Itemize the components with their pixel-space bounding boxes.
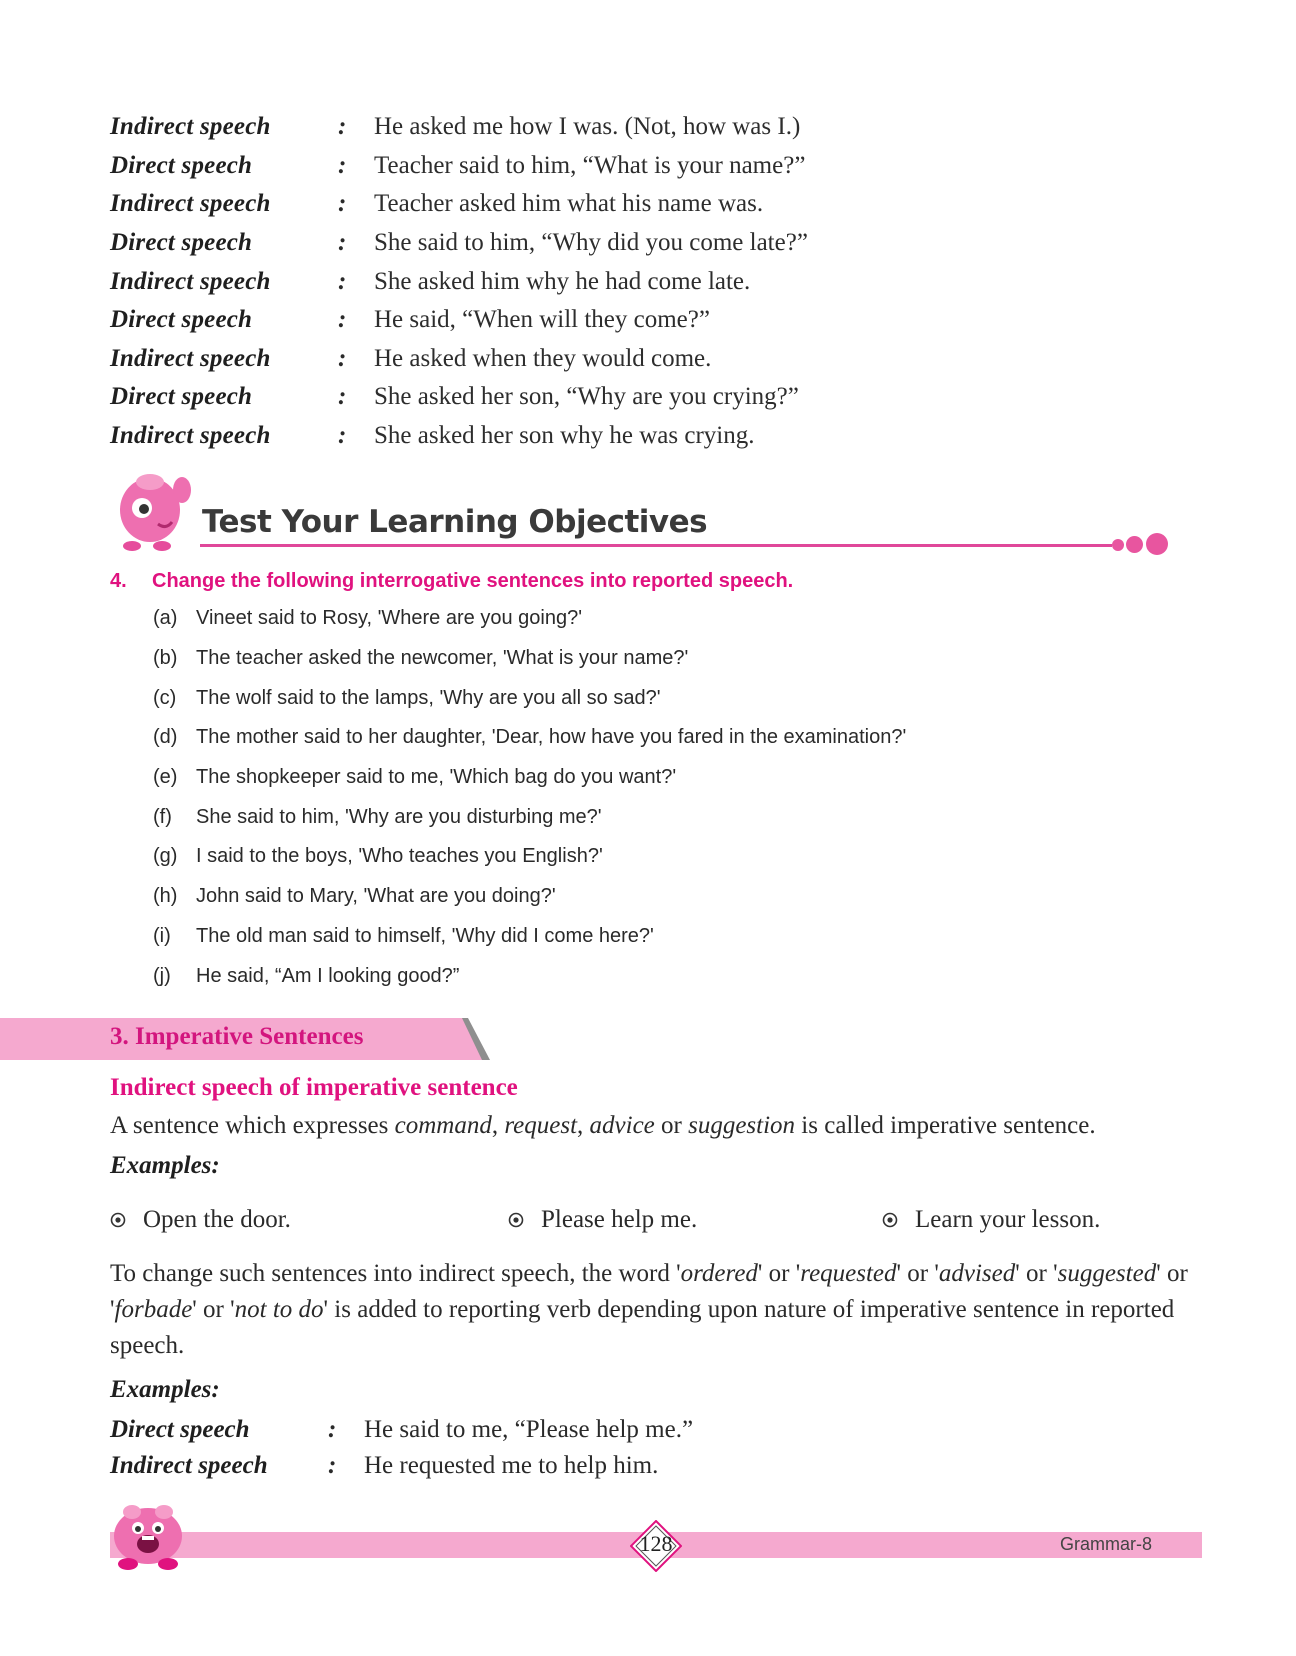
circle-dot-icon: [110, 1212, 126, 1228]
item-letter: (f): [153, 805, 172, 828]
speech-colon: :: [338, 306, 347, 334]
speech-label: Direct speech: [110, 229, 253, 257]
test-objectives-banner: [112, 466, 1202, 556]
list-item: [153, 956, 906, 996]
list-item: [153, 917, 906, 957]
list-item: [153, 599, 906, 639]
page-number: 128: [639, 1531, 673, 1556]
item-letter: (i): [153, 924, 171, 947]
item-letter: (j): [153, 964, 171, 987]
speech-text: Teacher said to him, “What is your name?”: [374, 151, 806, 179]
list-item: [153, 718, 906, 758]
speech-text: She asked her son, “Why are you crying?”: [374, 383, 799, 411]
speech-label: Indirect speech: [110, 190, 271, 218]
speech-label: Direct speech: [110, 1416, 250, 1443]
banner-dot: [1126, 536, 1143, 553]
speech-row: [110, 301, 808, 340]
speech-label: Direct speech: [110, 151, 253, 179]
speech-text: She asked her son why he was crying.: [374, 422, 755, 450]
list-item: [153, 639, 906, 679]
footer-mascot-icon: [108, 1498, 188, 1572]
item-text: I said to the boys, 'Who teaches you English?': [196, 845, 603, 868]
item-text: He said, “Am I looking good?”: [196, 964, 460, 987]
item-text: She said to him, 'Why are you disturbing me?': [196, 805, 602, 828]
speech-row: [110, 147, 808, 186]
banner-title: Test Your Learning Objectives: [202, 504, 708, 540]
item-letter: (e): [153, 766, 178, 789]
circle-dot-icon: [882, 1212, 898, 1228]
speech-colon: :: [338, 190, 347, 218]
item-text: Vineet said to Rosy, 'Where are you going?': [196, 607, 583, 630]
speech-label: Indirect speech: [110, 113, 271, 141]
banner-dot: [1146, 533, 1168, 555]
item-letter: (a): [153, 607, 178, 630]
definition-paragraph: A sentence which expresses command, request, advice or suggestion is called imperative sentence.: [110, 1112, 1096, 1139]
speech-row: [110, 378, 808, 417]
question-list: [110, 599, 906, 996]
exercise-instruction: Change the following interrogative sentences into reported speech.: [152, 569, 794, 592]
list-item: [153, 837, 906, 877]
item-text: The old man said to himself, 'Why did I come here?': [196, 924, 654, 947]
item-text: John said to Mary, 'What are you doing?': [196, 885, 556, 908]
speech-row: [110, 340, 808, 379]
section-title: 3. Imperative Sentences: [110, 1023, 364, 1050]
item-letter: (h): [153, 885, 178, 908]
bullet-text: Open the door.: [143, 1206, 291, 1233]
speech-colon: :: [338, 151, 347, 179]
bullet-text: Please help me.: [541, 1206, 698, 1233]
speech-text: She asked him why he had come late.: [374, 267, 751, 295]
section-subtitle: Indirect speech of imperative sentence: [110, 1074, 518, 1101]
speech-text: She said to him, “Why did you come late?”: [374, 229, 808, 257]
list-item: [153, 678, 906, 718]
item-letter: (b): [153, 647, 178, 670]
speech-text: He asked when they would come.: [374, 344, 712, 372]
speech-colon: :: [338, 422, 347, 450]
explanation-paragraph: To change such sentences into indirect speech, the word 'ordered' or 'requested' or 'advised' or 'suggested' or 'forbade' or 'not to do' is added to reporting verb depending upon nature of imperative sentence in reported speech.: [110, 1260, 1188, 1359]
speech-colon: :: [338, 383, 347, 411]
exercise-heading: [110, 566, 906, 596]
item-letter: (g): [153, 845, 178, 868]
speech-colon: :: [328, 1416, 337, 1443]
item-text: The mother said to her daughter, 'Dear, how have you fared in the examination?': [196, 726, 907, 749]
speech-text: He said to me, “Please help me.”: [364, 1416, 694, 1443]
bullet-item: [882, 1206, 1100, 1234]
speech-colon: :: [338, 344, 347, 372]
bullet-text: Learn your lesson.: [915, 1206, 1101, 1233]
speech-row: [110, 1412, 693, 1448]
item-text: The shopkeeper said to me, 'Which bag do you want?': [196, 766, 677, 789]
exercise-number: 4.: [110, 569, 127, 592]
speech-colon: :: [328, 1452, 337, 1479]
speech-text: He said, “When will they come?”: [374, 306, 710, 334]
speech-examples-imperative: [110, 1412, 693, 1484]
circle-dot-icon: [508, 1212, 524, 1228]
speech-label: Indirect speech: [110, 344, 271, 372]
speech-text: He requested me to help him.: [364, 1452, 659, 1479]
speech-row: [110, 417, 808, 456]
speech-text: Teacher asked him what his name was.: [374, 190, 764, 218]
speech-label: Indirect speech: [110, 422, 271, 450]
speech-colon: :: [338, 267, 347, 295]
speech-row: [110, 108, 808, 147]
bullet-item: [508, 1206, 697, 1234]
item-letter: (d): [153, 726, 178, 749]
speech-row: [110, 1448, 693, 1484]
list-item: [153, 797, 906, 837]
speech-label: Direct speech: [110, 306, 253, 334]
mascot-icon: [112, 466, 202, 552]
book-title: Grammar-8: [1060, 1534, 1153, 1554]
banner-dot: [1112, 539, 1124, 551]
speech-colon: :: [338, 113, 347, 141]
item-letter: (c): [153, 686, 177, 709]
speech-row: [110, 185, 808, 224]
speech-row: [110, 224, 808, 263]
speech-row: [110, 262, 808, 301]
item-text: The wolf said to the lamps, 'Why are you all so sad?': [196, 686, 661, 709]
speech-colon: :: [338, 229, 347, 257]
item-text: The teacher asked the newcomer, 'What is your name?': [196, 647, 689, 670]
speech-text: He asked me how I was. (Not, how was I.): [374, 113, 801, 141]
speech-label: Indirect speech: [110, 1452, 268, 1479]
list-item: [153, 758, 906, 798]
speech-label: Direct speech: [110, 383, 253, 411]
examples-label: Examples:: [110, 1152, 220, 1179]
bullet-examples: [110, 1206, 1210, 1242]
examples-label: Examples:: [110, 1376, 220, 1403]
banner-rule: [200, 544, 1112, 547]
speech-examples-top: [110, 108, 808, 455]
speech-label: Indirect speech: [110, 267, 271, 295]
bullet-item: [110, 1206, 291, 1234]
exercise-4: [110, 566, 906, 996]
list-item: [153, 877, 906, 917]
